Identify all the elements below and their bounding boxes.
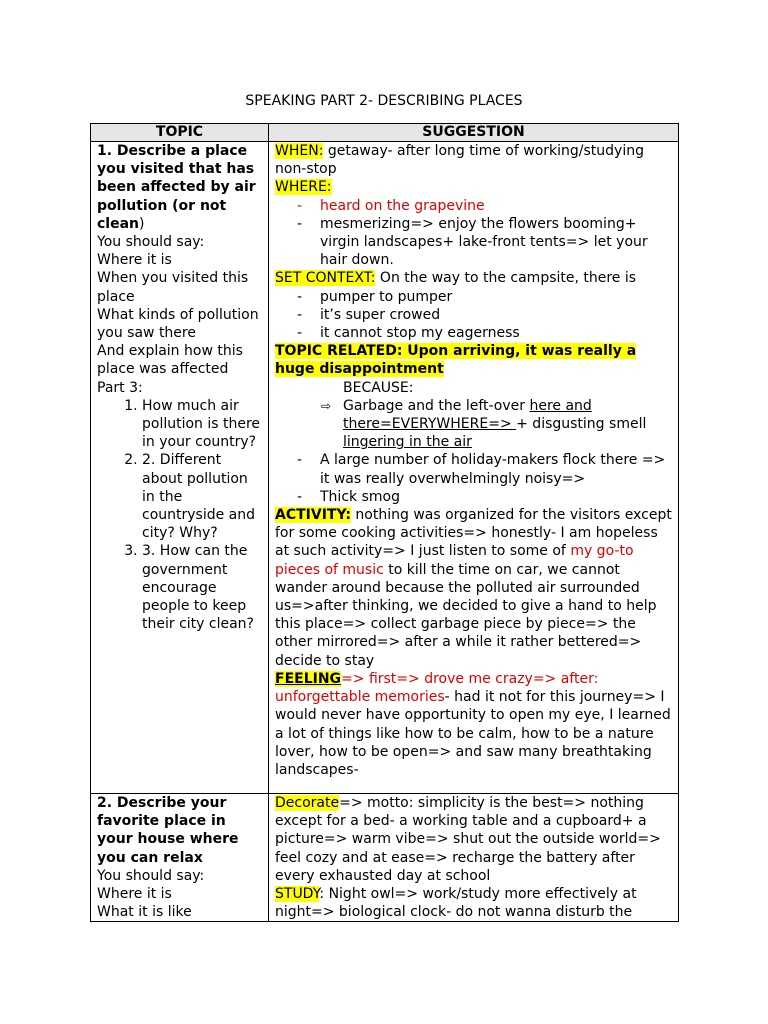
topic-line: You should say: (97, 234, 205, 251)
topic-cell-1 (91, 142, 269, 794)
activity-paragraph: ACTIVITY: nothing was organized for the visitors except for some cooking activities=> honestly- I am hopeless at such activity=> I just listen to some of my go-to pieces of music to kill the time on car, we cannot wander around because the polluted air surrounded us=>after thinking, we decided to give a hand to help this place=> collect garbage piece by piece=> the other mirrored=> after a while it rather bettered=> decide to stay (275, 507, 672, 669)
when-line: WHEN: getaway- after long time of working/studying non-stop (275, 143, 644, 178)
because-label: BECAUSE: (343, 379, 414, 396)
topic-line: You should say: (97, 867, 205, 884)
context-line: SET CONTEXT: On the way to the campsite, there is (275, 270, 637, 287)
table-row (91, 142, 679, 794)
list-item: 2. 2. Different about pollution in the countryside and city? Why? (142, 451, 262, 542)
list-item: - mesmerizing=> enjoy the flowers booming+ virgin landscapes+ lake-front tents=> let your hair down. (320, 215, 672, 270)
because-list (275, 397, 672, 452)
study-paragraph: STUDY: Night owl=> work/study more effectively at night=> biological clock- do not wanna disturb the (275, 886, 637, 921)
where-line: WHERE: (275, 179, 332, 196)
list-item: 1. How much air pollution is there in your country? (142, 397, 262, 452)
list-item: - Thick smog (320, 488, 672, 506)
list-item: - pumper to pumper (320, 288, 672, 306)
topic-title-1: 1. Describe a place you visited that has been affected by air pollution (or not clean) (97, 143, 256, 232)
table-row (91, 794, 679, 922)
part3-questions (97, 397, 262, 634)
where-list (275, 197, 672, 270)
topic-line: What it is like (97, 904, 192, 921)
decorate-paragraph: Decorate=> motto: simplicity is the best=> nothing except for a bed- a working table and a cupboard+ a picture=> warm vibe=> shut out the outside world=> feel cozy and at ease=> recharge the battery after every exhausted day at school (275, 795, 661, 884)
topic-line: Part 3: (97, 379, 143, 396)
topic-line: Where it is (97, 252, 172, 269)
topic-suggestion-table (90, 123, 679, 922)
topic-title-2: 2. Describe your favorite place in your house where you can relax (97, 795, 239, 866)
suggestion-cell-1 (269, 142, 679, 794)
header-suggestion: SUGGESTION (269, 124, 679, 142)
list-item: - it cannot stop my eagerness (320, 324, 672, 342)
list-item: 3. 3. How can the government encourage people to keep their city clean? (142, 542, 262, 633)
page-title: SPEAKING PART 2- DESCRIBING PLACES (245, 93, 523, 109)
topic-line: Where it is (97, 886, 172, 903)
topic-line: When you visited this place (97, 270, 249, 305)
more-list (275, 451, 672, 506)
list-item: - it’s super crowed (320, 306, 672, 324)
topic-line: And explain how this place was affected (97, 343, 243, 378)
list-item: - heard on the grapevine (320, 197, 672, 215)
context-list (275, 288, 672, 343)
list-item: - A large number of holiday-makers flock there => it was really overwhelmingly noisy=> (320, 451, 672, 487)
topic-cell-2 (91, 794, 269, 922)
feeling-paragraph: FEELING=> first=> drove me crazy=> after: unforgettable memories- had it not for this journey=> I would never have opportunity to open my eye, I learned a lot of things like how to be calm, how to be a nature lover, how to be open=> and saw many breathtaking landscapes- (275, 670, 671, 778)
topic-line: What kinds of pollution you saw there (97, 306, 259, 342)
suggestion-cell-2 (269, 794, 679, 922)
header-topic: TOPIC (91, 124, 269, 142)
topic-related-line: TOPIC RELATED: Upon arriving, it was really a huge disappointment (275, 343, 637, 378)
list-item: ⇨ Garbage and the left-over here and there=EVERYWHERE=> + disgusting smell lingering in the air (343, 397, 672, 452)
table-header-row (91, 124, 679, 142)
